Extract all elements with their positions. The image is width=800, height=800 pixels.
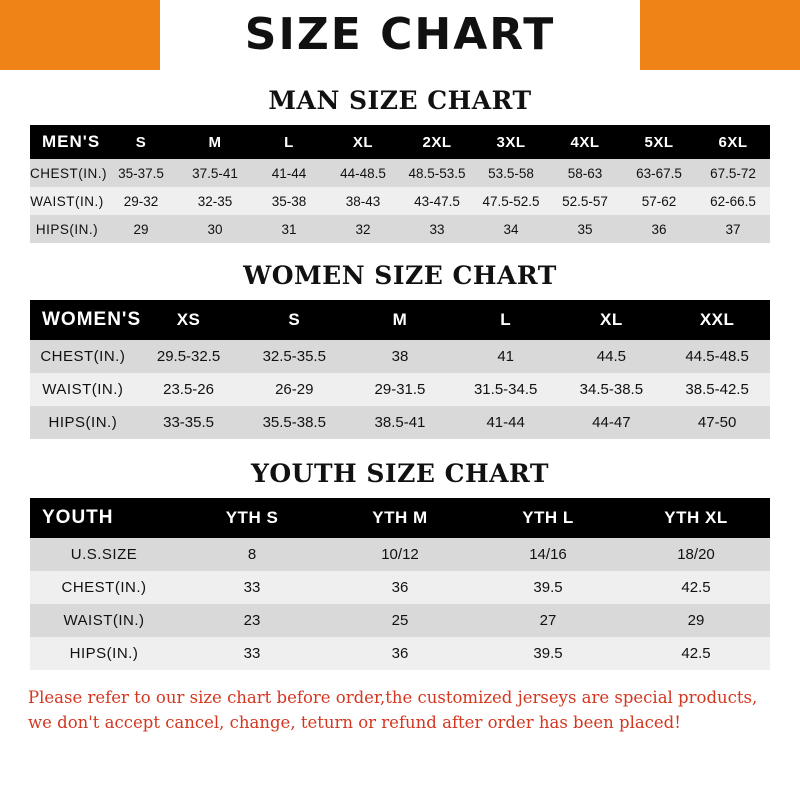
table-cell: 63-67.5 [636,165,682,181]
women-section-title: WOMEN SIZE CHART [243,261,557,290]
table-cell: 33 [243,579,261,596]
column-header: XL [600,310,623,329]
column-header: S [135,133,147,151]
table-cell: 41 [497,348,514,365]
column-header: YTH L [522,508,574,527]
women-size-table [30,300,770,439]
table-cell: 35.5-38.5 [262,414,326,431]
row-label: U.S.SIZE [70,546,138,563]
row-label: CHEST(IN.) [61,579,147,596]
table-cell: 52.5-57 [562,193,608,209]
table-cell: 35-37.5 [118,165,164,181]
column-header: 2XL [422,133,452,151]
row-label: CHEST(IN.) [40,348,126,365]
column-header: YOUTH [42,507,114,528]
table-header-row [30,498,770,538]
table-row [30,159,770,187]
table-cell: 44-47 [592,414,631,431]
row-label: WAIST(IN.) [63,612,145,629]
table-cell: 41-44 [271,165,307,181]
table-cell: 29-32 [123,193,159,209]
table-cell: 33-35.5 [163,414,214,431]
table-cell: 44-48.5 [340,165,386,181]
table-cell: 34 [503,221,519,237]
row-label: WAIST(IN.) [42,381,124,398]
table-cell: 32.5-35.5 [262,348,326,365]
row-label: CHEST(IN.) [30,165,107,181]
table-cell: 29-31.5 [374,381,426,398]
table-cell: 44.5-48.5 [685,348,749,365]
table-cell: 38.5-42.5 [685,381,749,398]
table-row [30,538,770,571]
table-row [30,571,770,604]
table-cell: 31 [281,221,297,237]
table-cell: 35-38 [271,193,307,209]
table-cell: 32 [355,221,371,237]
banner-left-accent [0,0,160,70]
table-cell: 36 [391,645,409,662]
table-cell: 41-44 [486,414,525,431]
youth-size-section [0,459,800,670]
table-cell: 57-62 [641,193,677,209]
policy-note [0,686,800,736]
table-cell: 42.5 [681,579,711,596]
table-row [30,406,770,439]
banner-right-accent [640,0,800,70]
column-header: 4XL [570,133,600,151]
column-header: XS [176,310,201,329]
table-row [30,187,770,215]
table-cell: 30 [207,221,223,237]
table-cell: 33 [243,645,261,662]
column-header: S [288,310,301,329]
table-cell: 39.5 [533,579,563,596]
table-cell: 44.5 [596,348,626,365]
table-cell: 42.5 [681,645,711,662]
youth-size-table [30,498,770,670]
column-header: XXL [699,310,735,329]
column-header: 5XL [644,133,674,151]
table-row [30,604,770,637]
table-cell: 62-66.5 [710,193,756,209]
table-cell: 38-43 [345,193,381,209]
table-cell: 14/16 [529,546,567,563]
header-banner [0,0,800,70]
table-cell: 26-29 [275,381,314,398]
row-label: HIPS(IN.) [35,221,99,237]
table-cell: 32-35 [197,193,233,209]
table-header-row [30,300,770,340]
table-cell: 25 [391,612,409,629]
table-row [30,373,770,406]
table-cell: 29 [687,612,705,629]
column-header: M [208,133,222,151]
man-section-title: MAN SIZE CHART [268,86,532,115]
table-cell: 58-63 [567,165,603,181]
table-cell: 37 [725,221,741,237]
table-cell: 38 [391,348,409,365]
table-cell: 34.5-38.5 [579,381,644,398]
table-cell: 23.5-26 [163,381,214,398]
table-cell: 43-47.5 [414,193,460,209]
policy-note-line-1: Please refer to our size chart before order,the customized jerseys are special products, [28,688,758,707]
column-header: YTH M [372,508,428,527]
table-cell: 47-50 [697,414,737,431]
column-header: MEN'S [42,132,101,151]
youth-section-title: YOUTH SIZE CHART [251,459,549,488]
table-cell: 29 [133,221,149,237]
column-header: WOMEN'S [42,309,142,330]
page-title: SIZE CHART [244,9,556,60]
table-cell: 38.5-41 [374,414,426,431]
row-label: WAIST(IN.) [30,193,104,209]
table-cell: 10/12 [381,546,419,563]
table-cell: 8 [247,546,257,563]
women-size-section [0,261,800,439]
column-header: YTH S [225,508,279,527]
man-size-section [0,86,800,243]
column-header: 3XL [496,133,526,151]
table-cell: 35 [577,221,593,237]
table-row [30,340,770,373]
column-header: XL [352,133,374,151]
column-header: L [500,310,512,329]
table-cell: 36 [391,579,409,596]
man-size-table [30,125,770,243]
table-cell: 23 [243,612,261,629]
table-cell: 48.5-53.5 [408,165,466,181]
table-cell: 39.5 [533,645,563,662]
row-label: HIPS(IN.) [69,645,139,662]
table-cell: 47.5-52.5 [482,193,540,209]
policy-note-line-2: we don't accept cancel, change, teturn or refund after order has been placed! [28,712,681,732]
column-header: 6XL [718,133,748,151]
column-header: YTH XL [664,508,728,527]
row-label: HIPS(IN.) [48,414,118,431]
table-row [30,215,770,243]
table-cell: 37.5-41 [192,165,238,181]
table-header-row [30,125,770,159]
table-cell: 18/20 [677,546,715,563]
table-cell: 29.5-32.5 [156,348,221,365]
column-header: M [392,310,408,329]
column-header: L [284,133,294,151]
table-cell: 36 [651,221,667,237]
table-cell: 53.5-58 [488,165,534,181]
table-cell: 67.5-72 [710,165,756,181]
table-cell: 33 [429,221,445,237]
table-cell: 27 [539,612,557,629]
table-row [30,637,770,670]
table-cell: 31.5-34.5 [473,381,538,398]
